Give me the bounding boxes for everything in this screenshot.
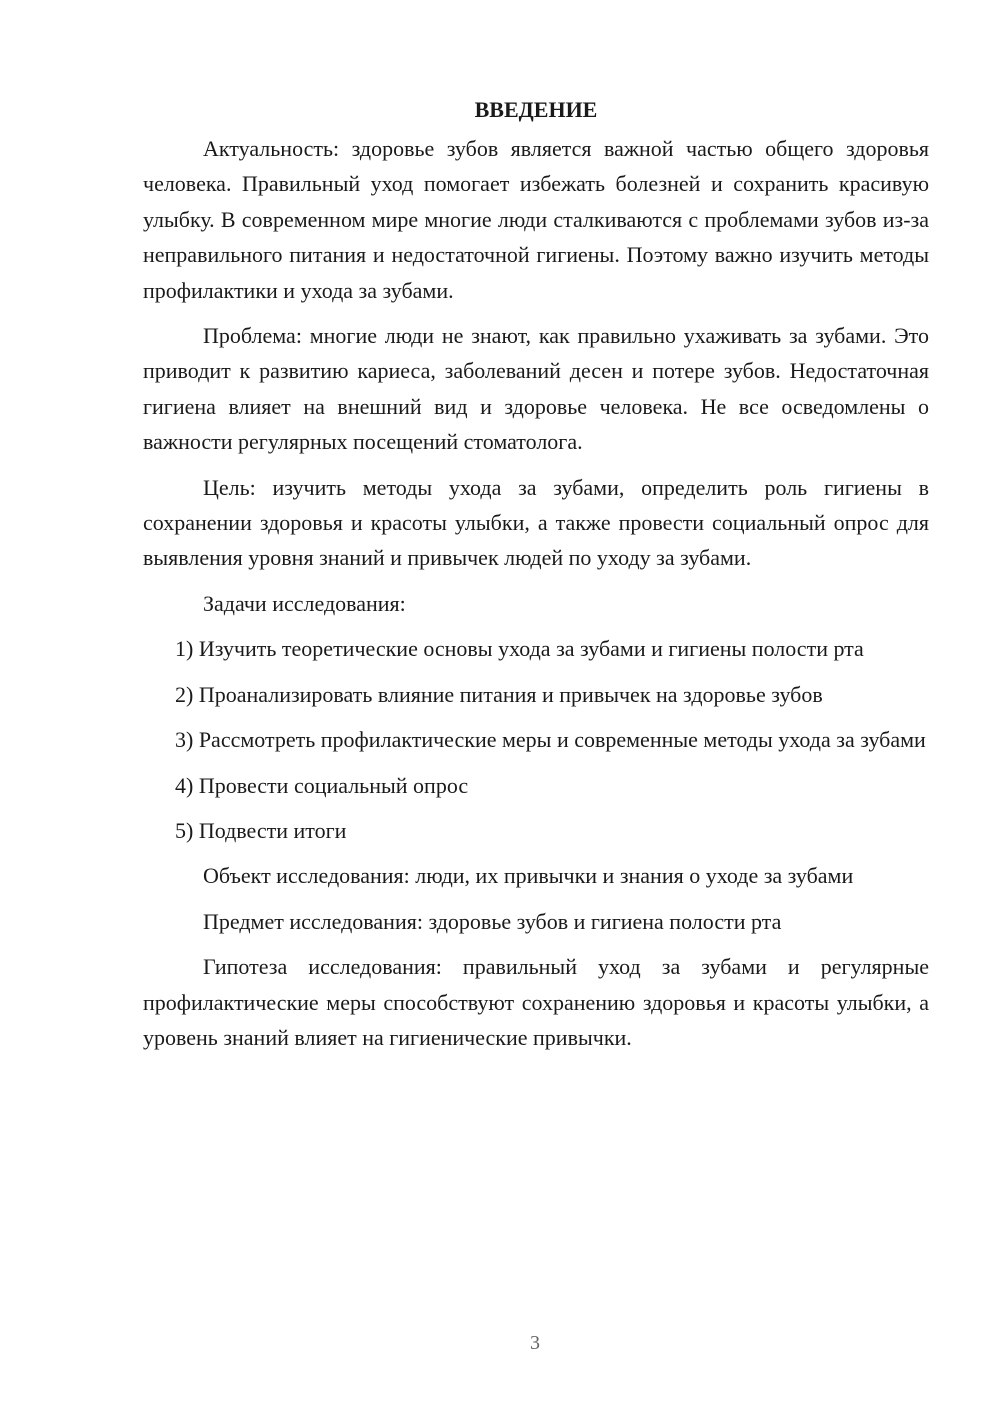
task-item: 2) Проанализировать влияние питания и привычек на здоровье зубов (175, 681, 823, 707)
paragraph-goal: Цель: изучить методы ухода за зубами, определить роль гигиены в сохранении здоровья и красоты улыбки, а также провести социальный опрос для выявления уровня знаний и привычек людей по уходу за зубами. (143, 474, 929, 571)
paragraph-tasks-heading: Задачи исследования: (203, 590, 406, 616)
paragraph-relevance: Актуальность: здоровье зубов является важной частью общего здоровья человека. Правильный уход помогает избежать болезней и сохранить красивую улыбку. В современном мире многие люди сталкиваются с проблемами зубов из-за неправильного питания и недостаточной гигиены. Поэтому важно изучить методы профилактики и ухода за зубами. (143, 136, 929, 303)
paragraph-subject: Предмет исследования: здоровье зубов и гигиена полости рта (203, 908, 782, 934)
task-item: 1) Изучить теоретические основы ухода за зубами и гигиены полости рта (175, 636, 864, 662)
task-item: 4) Провести социальный опрос (175, 772, 469, 798)
paragraph-object: Объект исследования: люди, их привычки и знания о уходе за зубами (203, 863, 854, 889)
page-number: 3 (530, 1332, 540, 1354)
document-page (143, 92, 929, 1055)
task-item: 5) Подвести итоги (175, 817, 347, 843)
paragraph-hypothesis: Гипотеза исследования: правильный уход за зубами и регулярные профилактические меры способствуют сохранению здоровья и красоты улыбки, а уровень знаний влияет на гигиенические привычки. (143, 954, 929, 1050)
paragraph-problem: Проблема: многие люди не знают, как правильно ухаживать за зубами. Это приводит к развитию кариеса, заболеваний десен и потере зубов. Недостаточная гигиена влияет на внешний вид и здоровье человека. Не все осведомлены о важности регулярных посещений стоматолога. (143, 323, 929, 455)
task-item: 3) Рассмотреть профилактические меры и современные методы ухода за зубами (175, 727, 926, 753)
section-title: ВВЕДЕНИЕ (474, 97, 598, 122)
